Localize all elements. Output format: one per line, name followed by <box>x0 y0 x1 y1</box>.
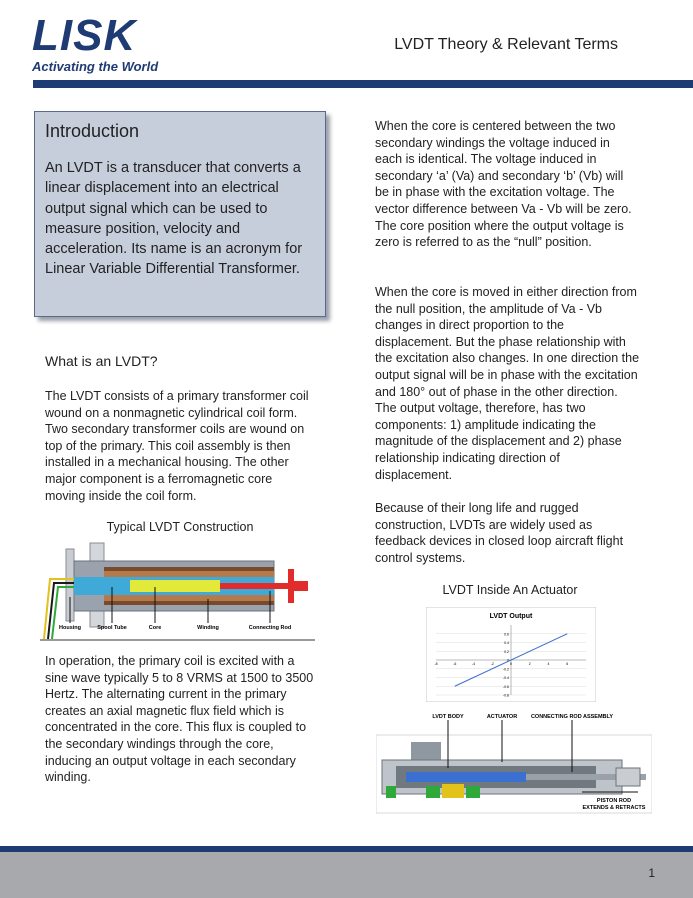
figure1-label-core: Core <box>148 625 162 631</box>
what-is-heading: What is an LVDT? <box>45 353 158 369</box>
page-number: 1 <box>648 866 655 880</box>
logo-wordmark: LISK <box>32 11 137 60</box>
figure2-label-actuator: ACTUATOR <box>486 714 518 720</box>
figure1-caption: Typical LVDT Construction <box>106 520 254 534</box>
lvdt-construction-figure <box>40 541 315 641</box>
figure2-label-connecting-rod-assembly: CONNECTING ROD ASSEMBLY <box>530 714 614 720</box>
chart-y-tick-label: 0.2 <box>504 649 509 654</box>
figure1-label-housing: Housing <box>59 625 81 631</box>
right-paragraph-2: When the core is moved in either direction from the null position, the amplitude of Va - Vb changes in direct proportion to the displacement. But the phase relationship with the excitation also changes. In one direction the output signal will be in phase with the excitation and 180° out of phase in the other direction. The output voltage, therefore, has two components: 1) amplitude indicating the magnitude of the displacement and 2) phase relationship indicating direction of displacement. <box>375 285 640 482</box>
header-rule <box>33 80 693 88</box>
chart-y-tick-label: -0.2 <box>502 667 509 672</box>
figure1-label-spool-tube: Spool Tube <box>97 625 127 631</box>
actuator-figure <box>376 710 652 815</box>
figure1-label-winding: Winding <box>197 625 219 631</box>
chart-x-tick-label: -6 <box>453 662 457 666</box>
figure2-label-lvdt-body: LVDT BODY <box>432 714 464 720</box>
chart-y-tick-label: -0.8 <box>502 693 509 698</box>
what-is-paragraph-1: The LVDT consists of a primary transformer coil wound on a nonmagnetic cylindrical coil form. Two secondary transformer coils are wound on top of the primary. This coil assembly is then installed in a mechanical housing. The other major component is a ferromagnetic core moving inside the coil form. <box>45 389 309 503</box>
chart-y-tick-label: 0 <box>507 658 509 663</box>
figure2-piston-label-2: EXTENDS & RETRACTS <box>582 805 646 811</box>
chart-x-tick-label: 2 <box>528 662 531 666</box>
right-paragraph-1: When the core is centered between the two secondary windings the voltage induced in each is identical. The voltage induced in secondary ‘a’ (Va) and secondary ‘b’ (Vb) will be in phase with the excitation voltage. The vector difference between Va - Vb will be zero. The core position where the output voltage is zero is referred to as the “null” position. <box>375 119 632 250</box>
chart-x-tick-label: -8 <box>434 662 438 666</box>
chart-x-tick-label: 0 <box>510 662 512 666</box>
chart-x-tick-label: 4 <box>547 662 550 666</box>
chart-y-tick-label: -0.4 <box>502 676 509 680</box>
document-title: LVDT Theory & Relevant Terms <box>394 36 618 53</box>
lvdt-output-chart <box>426 607 596 702</box>
introduction-box <box>34 111 326 317</box>
introduction-text: An LVDT is a transducer that converts a linear displacement into an electrical output signal which can be used to measure position, velocity and acceleration. Its name is an acronym for Linear Variable Differential Transformer. <box>45 160 303 278</box>
figure2-piston-label-1: PISTON ROD <box>596 798 632 804</box>
logo-tagline: Activating the World <box>32 59 159 74</box>
figure1-label-connecting-rod: Connecting Rod <box>248 625 292 631</box>
footer-band <box>0 852 693 898</box>
chart-x-tick-label: -2 <box>490 662 494 666</box>
chart-x-tick-label: -4 <box>471 662 476 666</box>
lisk-logo <box>32 11 172 74</box>
figure2-caption: LVDT Inside An Actuator <box>442 583 578 597</box>
chart-y-tick-label: 0.6 <box>504 632 509 637</box>
right-paragraph-3: Because of their long life and rugged construction, LVDTs are widely used as feedback devices in closed loop aircraft flight control systems. <box>375 501 624 565</box>
what-is-paragraph-2: In operation, the primary coil is excited with a sine wave typically 5 to 8 VRMS at 1500 to 3500 Hertz. The alternating current in the primary creates an axial magnetic flux field which is concentrated in the core. This flux is coupled to the secondary windings through the core, inducing an output voltage in each secondary winding. <box>45 654 314 785</box>
chart-title: LVDT Output <box>489 613 533 620</box>
chart-y-tick-label: 0.4 <box>504 641 509 645</box>
chart-y-tick-label: -0.6 <box>502 684 509 689</box>
chart-x-tick-label: 6 <box>566 662 569 666</box>
introduction-title: Introduction <box>45 121 140 141</box>
